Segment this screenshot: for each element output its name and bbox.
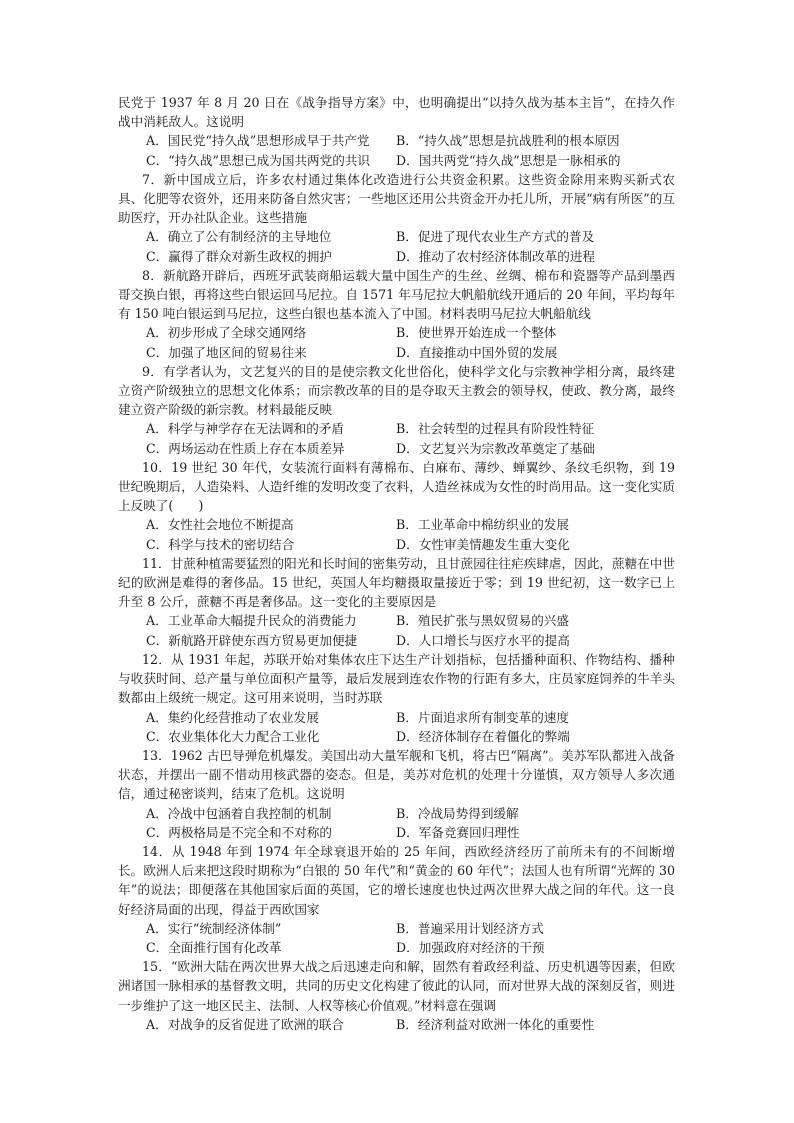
question-10-options-row-2	[118, 535, 675, 554]
option-d: D．直接推动中国外贸的发展	[396, 344, 558, 360]
option-c: C．全面推行国有化改革	[146, 939, 282, 955]
option-a: A．确立了公有制经济的主导地位	[146, 229, 332, 245]
option-a: A．集约化经营推动了农业发展	[146, 709, 319, 725]
option-d: D．推动了农村经济体制改革的进程	[396, 248, 596, 264]
question-13-stem: 13．1962 古巴导弹危机爆发。美国出动大量军舰和飞机，将古巴“隔离”。美苏军队都进入战备状态，并摆出一副不惜动用核武器的姿态。但是，美苏对危机的处理十分谨慎，双方领导人多次通信，通过秘密谈判，结束了危机。这说明	[118, 747, 675, 802]
question-11-options-row-2	[118, 631, 675, 650]
option-a: A．冷战中包涵着自我控制的机制	[146, 805, 332, 821]
question-7-options-row-2	[118, 247, 675, 266]
question-7-options-row-1	[118, 227, 675, 246]
question-14-options-row-1	[118, 919, 675, 938]
question-14-options-row-2	[118, 938, 675, 957]
option-b: B．普遍采用计划经济方式	[396, 920, 544, 936]
option-c: C．两极格局是不完全和不对称的	[146, 824, 332, 840]
question-14-stem: 14．从 1948 年到 1974 年全球衰退开始的 25 年间，西欧经济经历了前所未有的不间断增长。欧洲人后来把这段时期称为“白银的 50 年代”和“黄金的 60 年代”；法国人也有所谓“光辉的 30 年”的说法；即便落在其他国家后面的英国，它的增长速度也快过两次世界大战之间的年代。这一良好经济局面的出现，得益于西欧国家	[118, 843, 675, 917]
option-a: A．对战争的反省促进了欧洲的联合	[146, 1016, 345, 1032]
option-b: B．工业革命中棉纺织业的发展	[396, 517, 569, 533]
question-8-stem: 8．新航路开辟后，西班牙武装商船运载大量中国生产的生丝、丝绸、棉布和瓷器等产品到墨西哥交换白银，再将这些白银运回马尼拉。自 1571 年马尼拉大帆船航线开通后的 20 年间，平均每年有 150 吨白银运到马尼拉，这些白银也基本流入了中国。材料表明马尼拉大帆船航线	[118, 267, 675, 322]
question-9-options-row-1	[118, 419, 675, 438]
question-12-stem: 12．从 1931 年起，苏联开始对集体农庄下达生产计划指标，包括播种面积、作物结构、播种与收获时间、总产量与单位面积产量等，最后发展到连农作物的行距有多大，庄员家庭饲养的牛羊头数都由上级统一规定。这可用来说明，当时苏联	[118, 651, 675, 706]
question-9-stem: 9．有学者认为，文艺复兴的目的是使宗教文化世俗化，使科学文化与宗教神学相分离，最终建立资产阶级独立的思想文化体系；而宗教改革的目的是夺取天主教会的领导权，使政、教分离，最终建立资产阶级的新宗教。材料最能反映	[118, 363, 675, 418]
question-10-options-row-1	[118, 515, 675, 534]
question-8-options-row-2	[118, 343, 675, 362]
option-c: C．新航路开辟使东西方贸易更加便捷	[146, 632, 358, 648]
question-6-options-row-1	[118, 131, 675, 150]
option-d: D．军备竞赛回归理性	[396, 824, 520, 840]
option-c: C．“持久战”思想已成为国共两党的共识	[146, 152, 371, 168]
option-d: D．加强政府对经济的干预	[396, 939, 545, 955]
option-b: B．社会转型的过程具有阶段性特征	[396, 421, 595, 437]
option-a: A．女性社会地位不断提高	[146, 517, 294, 533]
question-7-stem: 7．新中国成立后，许多农村通过集体化改造进行公共资金积累。这些资金除用来购买新式农具、化肥等农资外，还用来防备自然灾害；一些地区还用公共资金开办托儿所，开展“病有所医”的互助医疗，开办社队企业。这些措施	[118, 171, 675, 226]
option-a: A．初步形成了全球交通网络	[146, 325, 307, 341]
question-6-stem-continued: 民党于 1937 年 8 月 20 日在《战争指导方案》中，也明确提出“以持久战为基本主旨”，在持久作战中消耗敌人。这说明	[118, 95, 675, 130]
exam-content	[118, 93, 675, 1034]
question-11-stem: 11．甘蔗种植需要猛烈的阳光和长时间的密集劳动，且甘蔗园往往疟疾肆虐，因此，蔗糖在中世纪的欧洲是难得的奢侈品。15 世纪，英国人年均糖摄取量接近于零；到 19 世纪初，这一数字已上升至 8 公斤，蔗糖不再是奢侈品。这一变化的主要原因是	[118, 555, 675, 610]
option-d: D．女性审美情趣发生重大变化	[396, 536, 570, 552]
option-d: D．文艺复兴为宗教改革奠定了基础	[396, 440, 596, 456]
option-a: A．工业革命大幅提升民众的消费能力	[146, 613, 357, 629]
question-12-options-row-1	[118, 708, 675, 727]
question-12-options-row-2	[118, 727, 675, 746]
option-c: C．赢得了群众对新生政权的拥护	[146, 248, 332, 264]
option-b: B．片面追求所有制变革的速度	[396, 709, 569, 725]
option-d: D．人口增长与医疗水平的提高	[396, 632, 570, 648]
question-6-options-row-2	[118, 151, 675, 170]
option-a: A．国民党“持久战”思想形成早于共产党	[146, 133, 370, 149]
option-b: B．促进了现代农业生产方式的普及	[396, 229, 595, 245]
question-10-stem: 10．19 世纪 30 年代，女装流行面料有薄棉布、白麻布、薄纱、蝉翼纱、条纹毛织物，到 19 世纪晚期后，人造染料、人造纤维的发明改变了衣料，人造丝袜成为女性的时尚用品。这一变化实质上反映了( )	[118, 459, 675, 514]
option-b: B．经济利益对欧洲一体化的重要性	[396, 1016, 595, 1032]
option-c: C．两场运动在性质上存在本质差异	[146, 440, 345, 456]
question-9-options-row-2	[118, 439, 675, 458]
question-15-options-row-1	[118, 1015, 675, 1034]
option-d: D．经济体制存在着僵化的弊端	[396, 728, 570, 744]
option-c: C．加强了地区间的贸易往来	[146, 344, 307, 360]
option-c: C．科学与技术的密切结合	[146, 536, 295, 552]
option-b: B．冷战局势得到缓解	[396, 805, 519, 821]
question-15-stem: 15．“欧洲大陆在两次世界大战之后迅速走向和解，固然有着政经利益、历史机遇等因素，但欧洲诸国一脉相承的基督教文明，共同的历史文化构建了彼此的认同，而对世界大战的深刻反省，则进一步维护了这一地区民主、法制、人权等核心价值观。”材料意在强调	[118, 959, 675, 1013]
option-b: B．使世界开始连成一个整体	[396, 325, 557, 341]
option-a: A．科学与神学存在无法调和的矛盾	[146, 421, 345, 437]
option-c: C．农业集体化大力配合工业化	[146, 728, 320, 744]
question-11-options-row-1	[118, 611, 675, 630]
option-b: B．殖民扩张与黑奴贸易的兴盛	[396, 613, 569, 629]
question-13-options-row-1	[118, 804, 675, 823]
option-b: B．“持久战”思想是抗战胜利的根本原因	[396, 133, 620, 149]
question-8-options-row-1	[118, 323, 675, 342]
option-a: A．实行“统制经济体制”	[146, 920, 282, 936]
option-d: D．国共两党“持久战”思想是一脉相承的	[396, 152, 621, 168]
question-13-options-row-2	[118, 823, 675, 842]
